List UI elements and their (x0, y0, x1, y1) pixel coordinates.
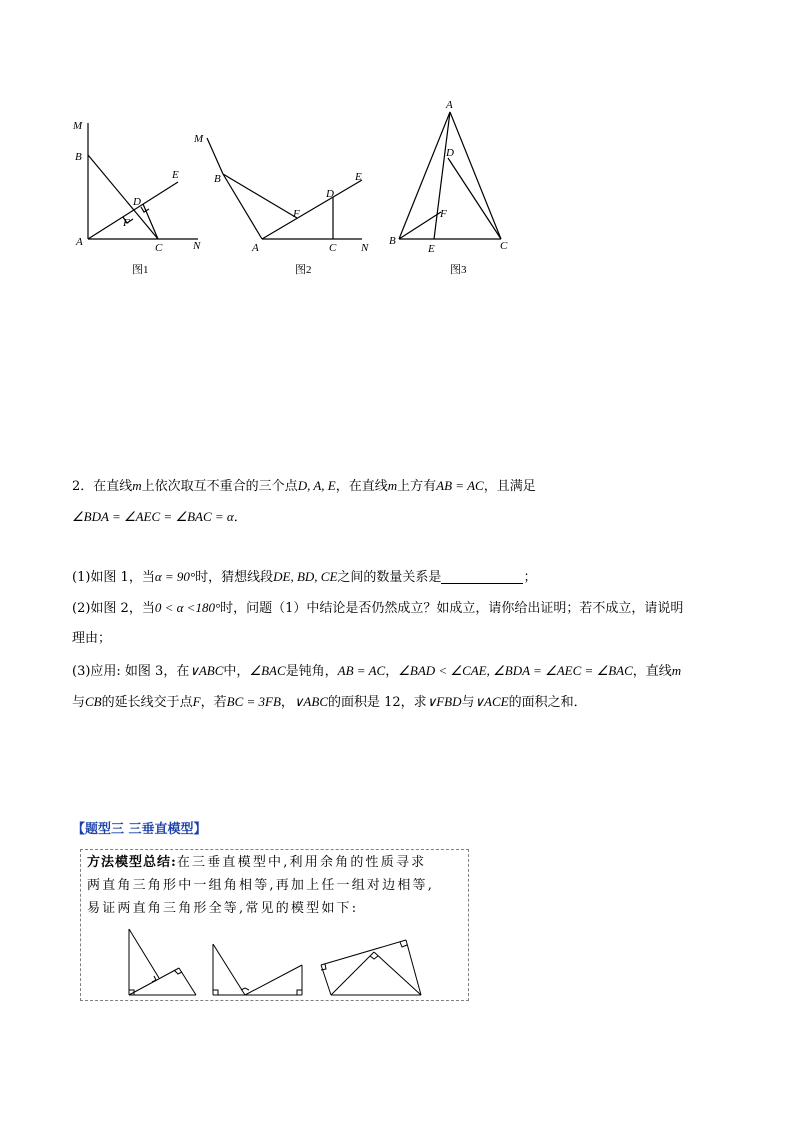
fig2-label-d: D (326, 188, 334, 200)
fig3-segment-dc (448, 158, 501, 239)
fig1-label-e: E (172, 169, 179, 181)
problem2-condition: ∠BDA = ∠AEC = ∠BAC = α． (72, 509, 247, 525)
fig2-label-m: M (194, 133, 204, 145)
model-1-diagram (129, 929, 196, 995)
model-2-diagram (213, 944, 302, 995)
problem2-question2: (2)如图 2，当0 < α <180°时，问题（1）中结论是否仍然成立？如成立，请你给出证明；若不成立，请说明 (72, 600, 684, 616)
fig3-label-b: B (389, 235, 396, 247)
fig3-label-a: A (446, 99, 453, 111)
answer-blank[interactable] (441, 569, 523, 584)
fig2-label-f: F (293, 208, 300, 220)
method-line-2: 两直角三角形中一组角相等,再加上任一组对边相等, (87, 878, 435, 893)
fig3-label-d: D (446, 147, 454, 159)
fig2-caption: 图2 (295, 264, 312, 276)
fig3-label-e: E (428, 243, 435, 255)
fig2-label-c: C (329, 242, 337, 254)
fig1-label-m: M (73, 120, 83, 132)
fig3-label-c: C (500, 240, 508, 252)
model-3-diagram (321, 940, 421, 995)
fig2-segment-mb (207, 138, 223, 174)
fig1-segment-cd (143, 204, 158, 239)
fig2-label-e: E (355, 171, 362, 183)
fig1-caption: 图1 (132, 264, 149, 276)
section-heading: 【题型三 三垂直模型】 (72, 822, 207, 837)
method-line-3: 易证两直角三角形全等,常见的模型如下: (87, 901, 359, 916)
figure-3 (385, 95, 515, 285)
fig3-side-ac (450, 112, 501, 239)
fig1-label-d: D (133, 196, 141, 208)
fig1-label-n: N (193, 240, 201, 252)
three-perpendicular-models (81, 924, 468, 1000)
fig3-label-f: F (440, 208, 447, 220)
fig1-label-c: C (155, 242, 163, 254)
fig1-label-a: A (76, 236, 83, 248)
method-summary-box (80, 849, 469, 1001)
fig2-label-b: B (214, 173, 221, 185)
fig2-ray-ae (262, 180, 362, 239)
fig2-segment-bf (223, 174, 297, 218)
method-summary-text (87, 851, 467, 920)
method-line-1: 方法模型总结:在三垂直模型中,利用余角的性质寻求 (87, 855, 427, 870)
fig2-label-a: A (252, 242, 259, 254)
problem2-question2-cont: 理由； (72, 631, 112, 646)
fig2-segment-ba (223, 174, 262, 239)
fig3-caption: 图3 (450, 264, 467, 276)
problem2-question3-cont: 与CB的延长线交于点F，若BC = 3FB，∨ABC的面积是 12，求∨FBD与∨ACE的面积之和． (72, 694, 587, 710)
figure-1 (70, 115, 210, 285)
fig1-ray-ae (88, 182, 178, 239)
problem2-question1: (1)如图 1，当α = 90°时，猜想线段DE, BD, CE之间的数量关系是 ； (72, 569, 537, 585)
method-title: 方法模型总结: (87, 855, 177, 870)
fig1-label-b: B (75, 151, 82, 163)
figure-2 (190, 125, 380, 285)
fig1-label-f: F (123, 217, 130, 229)
problem2-question3: (3)应用: 如图 3，在∨ABC中，∠BAC是钝角，AB = AC，∠BAD < ∠CAE, ∠BDA = ∠AEC = ∠BAC，直线m (72, 663, 682, 679)
problem2-line1: 2．在直线m上依次取互不重合的三个点D, A, E，在直线m上方有AB = AC，且满足 (72, 478, 536, 494)
fig2-label-n: N (361, 242, 369, 254)
